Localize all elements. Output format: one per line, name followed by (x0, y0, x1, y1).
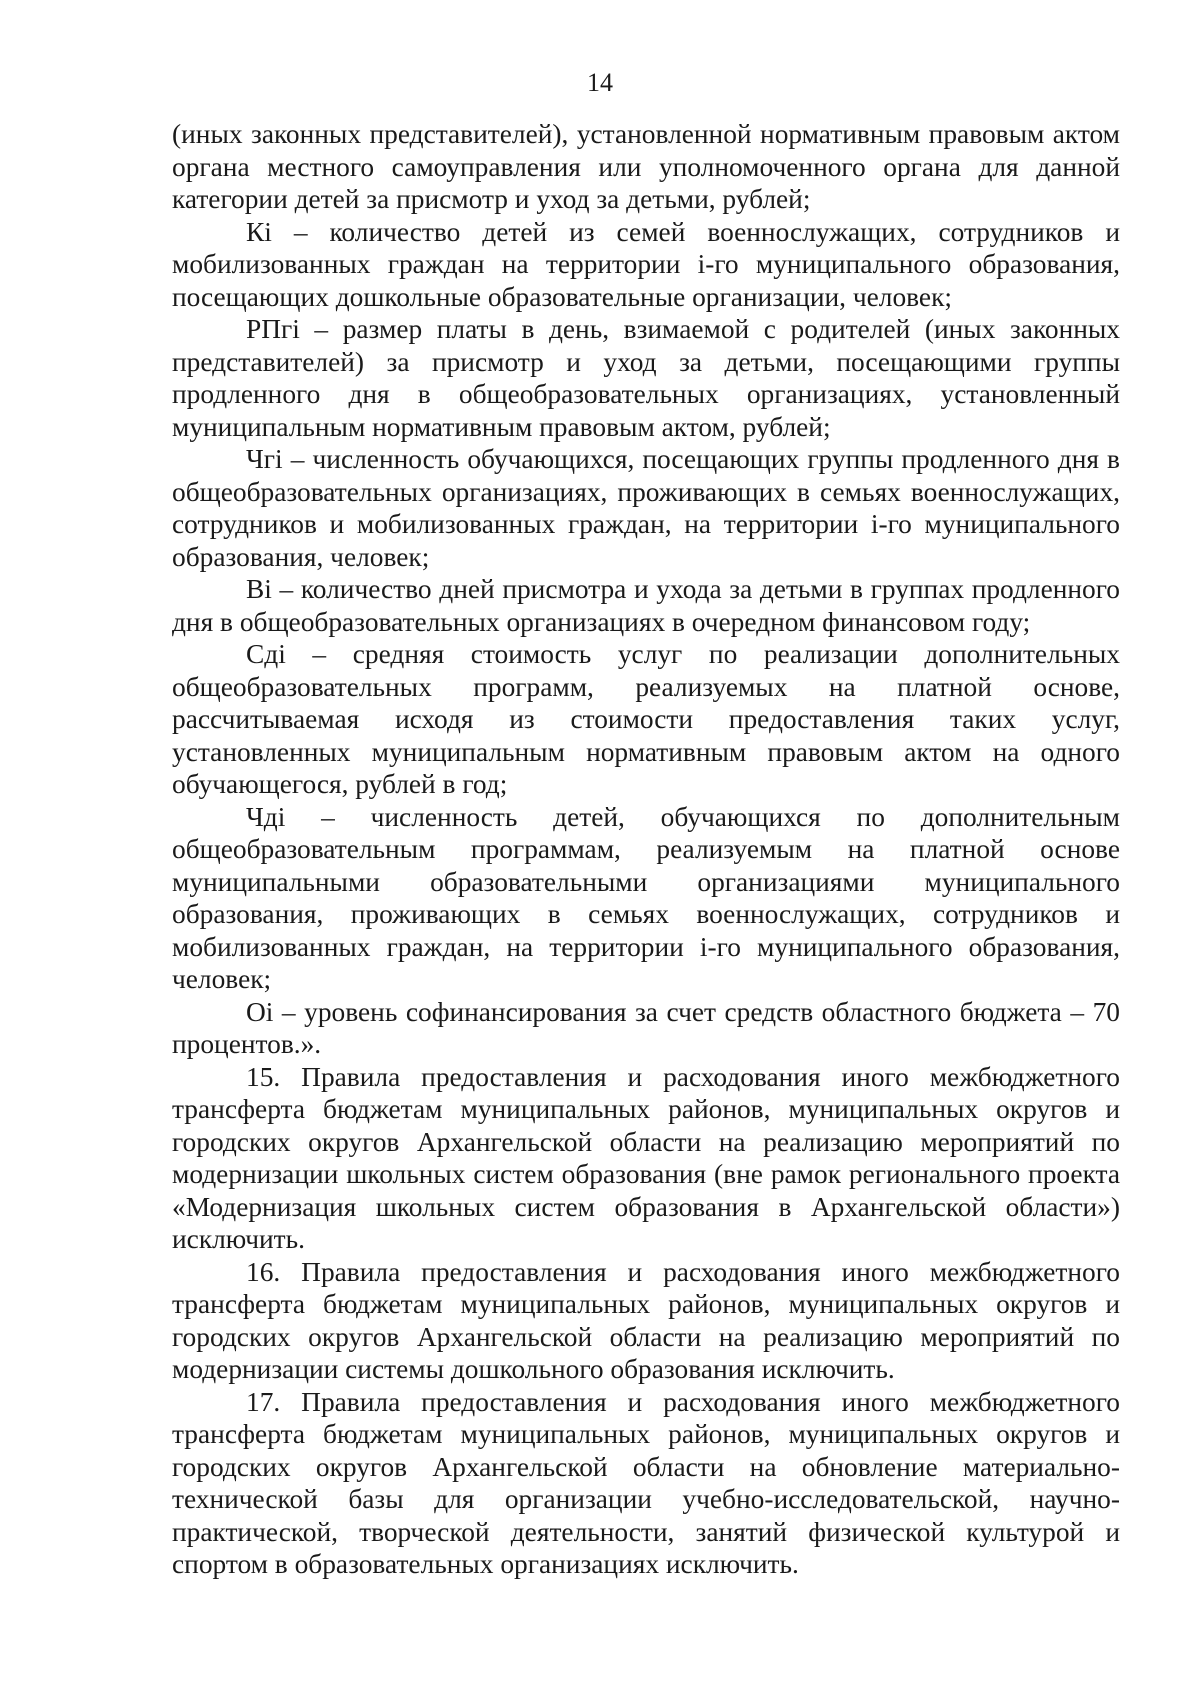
paragraph-continuation: (иных законных представителей), установленной нормативным правовым актом органа местного самоуправления или уполномоченного органа для данной категории детей за присмотр и уход за детьми, рублей; (172, 119, 1120, 214)
paragraph-sdi-definition: Сдi – средняя стоимость услуг по реализации дополнительных общеобразовательных программ, реализуемых на платной основе, рассчитываемая исходя из стоимости предоставления таких услуг, установленных муниципальным нормативным правовым актом на одного обучающегося, рублей в год; (172, 639, 1120, 799)
paragraph-rpgi-definition: РПгi – размер платы в день, взимаемой с родителей (иных законных представителей) за присмотр и уход за детьми, посещающими группы продленного дня в общеобразовательных организациях, установленный муниципальным нормативным правовым актом, рублей; (172, 314, 1120, 442)
paragraph-chgi-definition: Чгi – численность обучающихся, посещающих группы продленного дня в общеобразовательных организациях, проживающих в семьях военнослужащих, сотрудников и мобилизованных граждан, на территории i-го муниципального образования, человек; (172, 444, 1120, 572)
paragraph-item-17: 17. Правила предоставления и расходования иного межбюджетного трансферта бюджетам муниципальных районов, муниципальных округов и городских округов Архангельской области на обновление материально-технической базы для организации учебно-исследовательской, научно-практической, творческой деятельности, занятий физической культурой и спортом в образовательных организациях исключить. (172, 1386, 1120, 1579)
paragraph-item-16: 16. Правила предоставления и расходования иного межбюджетного трансферта бюджетам муниципальных районов, муниципальных округов и городских округов Архангельской области на реализацию мероприятий по модернизации системы дошкольного образования исключить. (172, 1256, 1120, 1384)
paragraph-oi-definition: Оi – уровень софинансирования за счет средств областного бюджета – 70 процентов.». (172, 996, 1120, 1059)
paragraph-chdi-definition: Чдi – численность детей, обучающихся по дополнительным общеобразовательным программам, реализуемым на платной основе муниципальными образовательными организациями муниципального образования, проживающих в семьях военнослужащих, сотрудников и мобилизованных граждан, на территории i-го муниципального образования, человек; (172, 801, 1120, 994)
document-body (172, 118, 1120, 1581)
paragraph-item-15: 15. Правила предоставления и расходования иного межбюджетного трансферта бюджетам муниципальных районов, муниципальных округов и городских округов Архангельской области на реализацию мероприятий по модернизации школьных систем образования (вне рамок регионального проекта «Модернизация школьных систем образования в Архангельской области») исключить. (172, 1061, 1120, 1254)
paragraph-ki-definition: Кi – количество детей из семей военнослужащих, сотрудников и мобилизованных граждан на территории i-го муниципального образования, посещающих дошкольные образовательные организации, человек; (172, 216, 1120, 312)
paragraph-vi-definition: Вi – количество дней присмотра и ухода за детьми в группах продленного дня в общеобразовательных организациях в очередном финансовом году; (172, 574, 1120, 637)
page-number: 14 (587, 68, 613, 97)
